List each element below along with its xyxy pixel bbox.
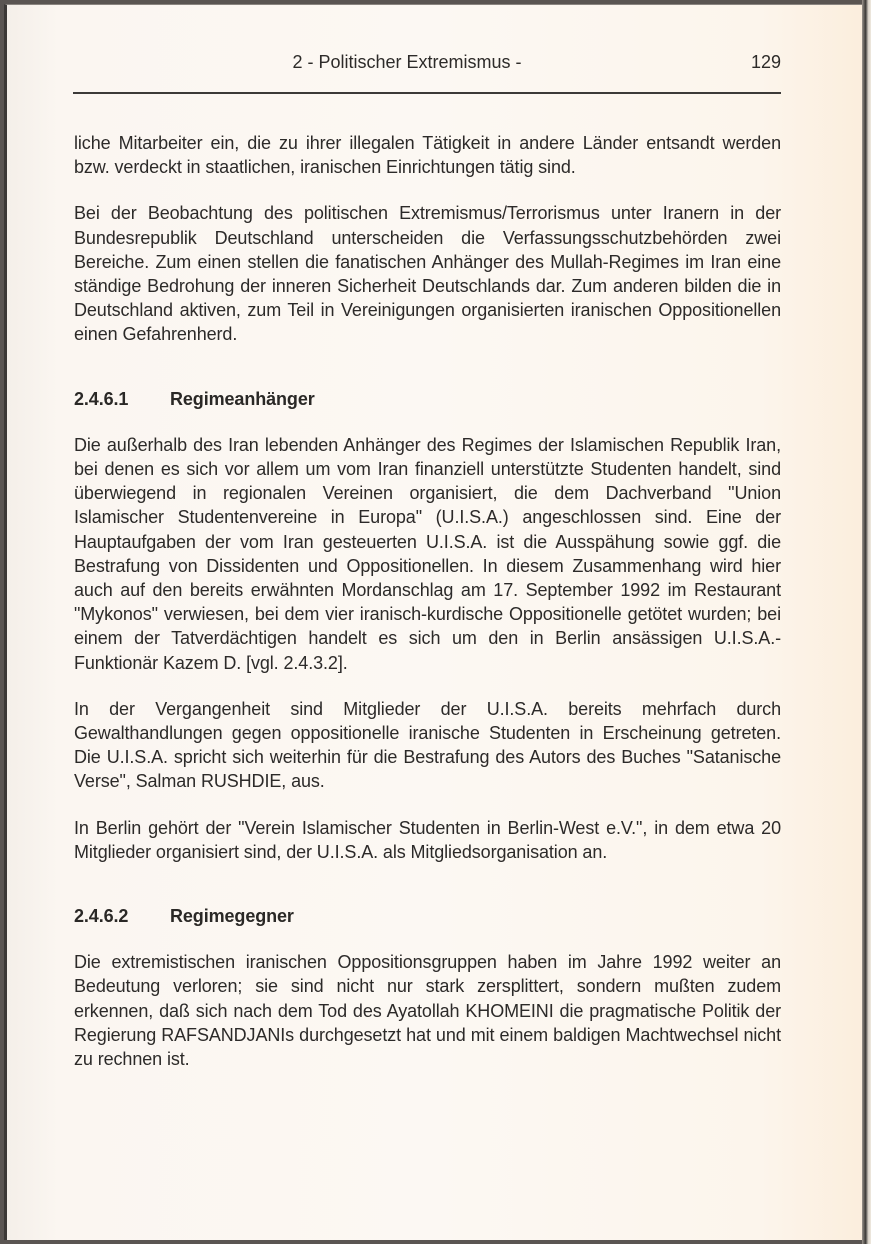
page-edge-shadow	[862, 0, 871, 1244]
page-number: 129	[750, 52, 781, 72]
paragraph: In Berlin gehört der "Verein Islamischer Studenten in Berlin-West e.V.", in dem etwa 20 Mitglieder organisiert sind, der U.I.S.A. als Mitgliedsorganisation an.	[74, 817, 781, 862]
paragraph: In der Vergangenheit sind Mitglieder der U.I.S.A. bereits mehrfach durch Gewalthandlungen gegen oppositionelle iranische Studenten in Erscheinung getreten. Die U.I.S.A. spricht sich weiterhin für die Bestrafung des Autors des Buches "Satanische Verse", Salman RUSHDIE, aus.	[74, 698, 781, 792]
paragraph: Die extremistischen iranischen Oppositionsgruppen haben im Jahre 1992 weiter an Bedeutung verloren; sie sind nicht nur stark zersplittert, sondern mußten zudem erkennen, daß sich nach dem Tod des Ayatollah KHOMEINI die pragmatische Politik der Regierung RAFSANDJANIs durchgesetzt hat und mit einem baldigen Machtwechsel nicht zu rechnen ist.	[74, 952, 781, 1070]
page-body	[74, 131, 781, 1071]
section-heading-regimegegner	[74, 904, 781, 928]
chapter-title: 2 - Politischer Extremismus -	[292, 52, 522, 72]
header-rule	[73, 92, 781, 94]
section-number: 2.4.6.1	[74, 388, 129, 409]
paragraph: Die außerhalb des Iran lebenden Anhänger des Regimes der Islamischen Republik Iran, bei denen es sich vor allem um vom Iran finanziell unterstützte Studenten handelt, sind überwiegend in regionalen Vereinen organisiert, die dem Dachverband "Union Islamischer Studentenvereine in Europa" (U.I.S.A.) angeschlossen sind. Eine der Hauptaufgaben der vom Iran gesteuerten U.I.S.A. ist die Ausspähung sowie ggf. die Bestrafung von Dissidenten und Oppositionellen. In diesem Zusammenhang wird hier auch auf den bereits erwähnten Mordanschlag am 17. September 1992 im Restaurant "Mykonos" verwiesen, bei dem vier iranisch-kurdische Oppositionelle getötet wurden; bei einem der Tatverdächtigen handelt es sich um den in Berlin ansässigen U.I.S.A.-Funktionär Kazem D. [vgl. 2.4.3.2].	[74, 434, 781, 673]
section-number: 2.4.6.2	[74, 906, 129, 927]
section-title: Regimeanhänger	[170, 388, 315, 409]
running-header	[73, 52, 781, 76]
paragraph-continued: liche Mitarbeiter ein, die zu ihrer illegalen Tätigkeit in andere Länder entsandt werden bzw. verdeckt in staatlichen, iranischen Einrichtungen tätig sind.	[74, 133, 781, 178]
section-heading-regimeanhaenger	[74, 387, 781, 411]
book-page	[4, 4, 862, 1240]
section-title: Regimegegner	[170, 906, 294, 927]
paragraph-intro: Bei der Beobachtung des politischen Extremismus/Terrorismus unter Iranern in der Bundesrepublik Deutschland unterscheiden die Verfassungsschutzbehörden zwei Bereiche. Zum einen stellen die fanatischen Anhänger des Mullah-Regimes im Iran eine ständige Bedrohung der inneren Sicherheit Deutschlands dar. Zum anderen bilden die in Deutschland aktiven, zum Teil in Vereinigungen organisierten iranischen Oppositionellen einen Gefahrenherd.	[74, 203, 781, 345]
